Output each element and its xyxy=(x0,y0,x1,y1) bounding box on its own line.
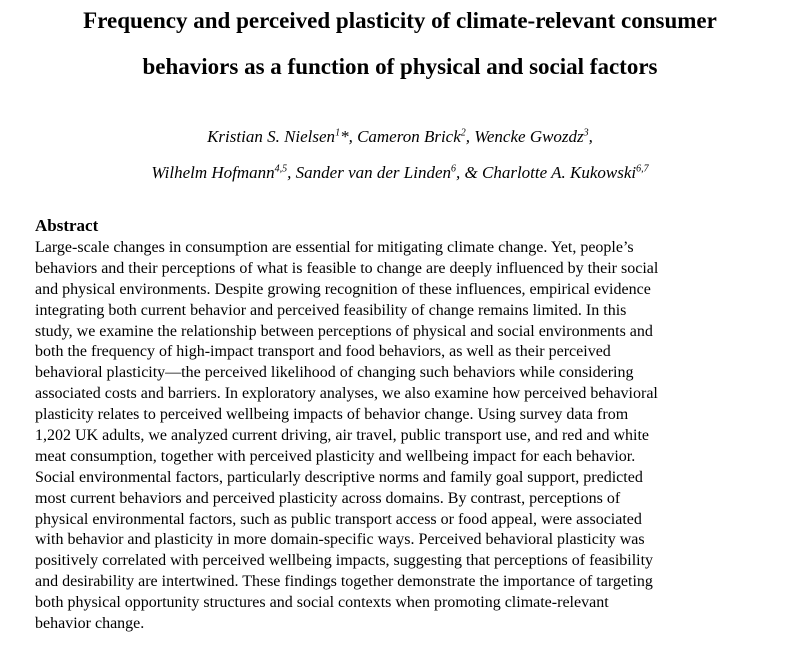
author-affiliation: 3 xyxy=(583,127,589,139)
abstract-line: behaviors and their perceptions of what is feasible to change are deeply influenced by their social xyxy=(35,259,659,277)
abstract-line: and desirability are intertwined. These findings together demonstrate the importance of targeting xyxy=(35,573,653,591)
abstract-line: and physical environments. Despite growing recognition of these influences, empirical evidence xyxy=(35,280,651,298)
author-list-line-1 xyxy=(0,127,800,147)
paper-title-line-1: Frequency and perceived plasticity of climate-relevant consumer xyxy=(83,8,717,33)
author-name: Wencke Gwozdz xyxy=(474,127,584,146)
abstract-line: Large-scale changes in consumption are essential for mitigating climate change. Yet, people’s xyxy=(35,239,634,256)
author-name: Kristian S. Nielsen xyxy=(207,127,336,146)
abstract-line: both physical opportunity structures and social contexts when promoting climate-relevant xyxy=(35,594,609,612)
author-affiliation: 6,7 xyxy=(636,163,649,175)
abstract-line: both the frequency of high-impact transport and food behaviors, as well as their perceived xyxy=(35,343,611,361)
paper-title-line-2: behaviors as a function of physical and social factors xyxy=(142,54,658,79)
author-separator: *, xyxy=(340,127,358,146)
author-affiliation: 2 xyxy=(460,127,466,139)
abstract-line: with behavior and plasticity in more domain-specific ways. Perceived behavioral plasticity was xyxy=(35,531,645,549)
author-name: Sander van der Linden xyxy=(295,163,451,182)
abstract-heading: Abstract xyxy=(35,216,99,235)
author-separator: , & xyxy=(456,163,482,182)
abstract-line: Social environmental factors, particularly descriptive norms and family goal support, predicted xyxy=(35,468,643,486)
abstract-line: positively correlated with perceived wellbeing impacts, suggesting that perceptions of feasibility xyxy=(35,552,654,570)
author-name: Wilhelm Hofmann xyxy=(151,163,275,182)
abstract-body xyxy=(35,238,775,635)
abstract-line: physical environmental factors, such as public transport access or food appeal, were associated xyxy=(35,510,642,528)
author-separator: , xyxy=(287,163,296,182)
abstract-line: 1,202 UK adults, we analyzed current driving, air travel, public transport use, and red and white xyxy=(35,427,650,445)
abstract-line: behavioral plasticity—the perceived likelihood of changing such behaviors while considering xyxy=(35,364,634,382)
author-separator: , xyxy=(588,127,593,146)
author-affiliation: 6 xyxy=(451,163,456,175)
abstract-line: behavior change. xyxy=(35,615,145,633)
abstract-line: plasticity relates to perceived wellbeing impacts of behavior change. Using survey data from xyxy=(35,406,629,424)
abstract-line: study, we examine the relationship between perceptions of physical and social environments and xyxy=(35,322,653,340)
abstract-line: associated costs and barriers. In exploratory analyses, we also examine how perceived behavioral xyxy=(35,385,658,403)
author-name: Cameron Brick xyxy=(357,127,461,146)
abstract-line: integrating both current behavior and perceived feasibility of change remains limited. In this xyxy=(35,301,627,319)
author-separator: , xyxy=(465,127,475,146)
abstract-line: meat consumption, together with perceived plasticity and wellbeing impact for each behavior. xyxy=(35,447,636,465)
author-affiliation: 1 xyxy=(335,127,341,139)
author-list-line-2 xyxy=(0,163,800,183)
author-name: Charlotte A. Kukowski xyxy=(481,163,637,182)
abstract-line: most current behaviors and perceived plasticity across domains. By contrast, perceptions of xyxy=(35,489,621,507)
author-affiliation: 4,5 xyxy=(274,163,288,175)
